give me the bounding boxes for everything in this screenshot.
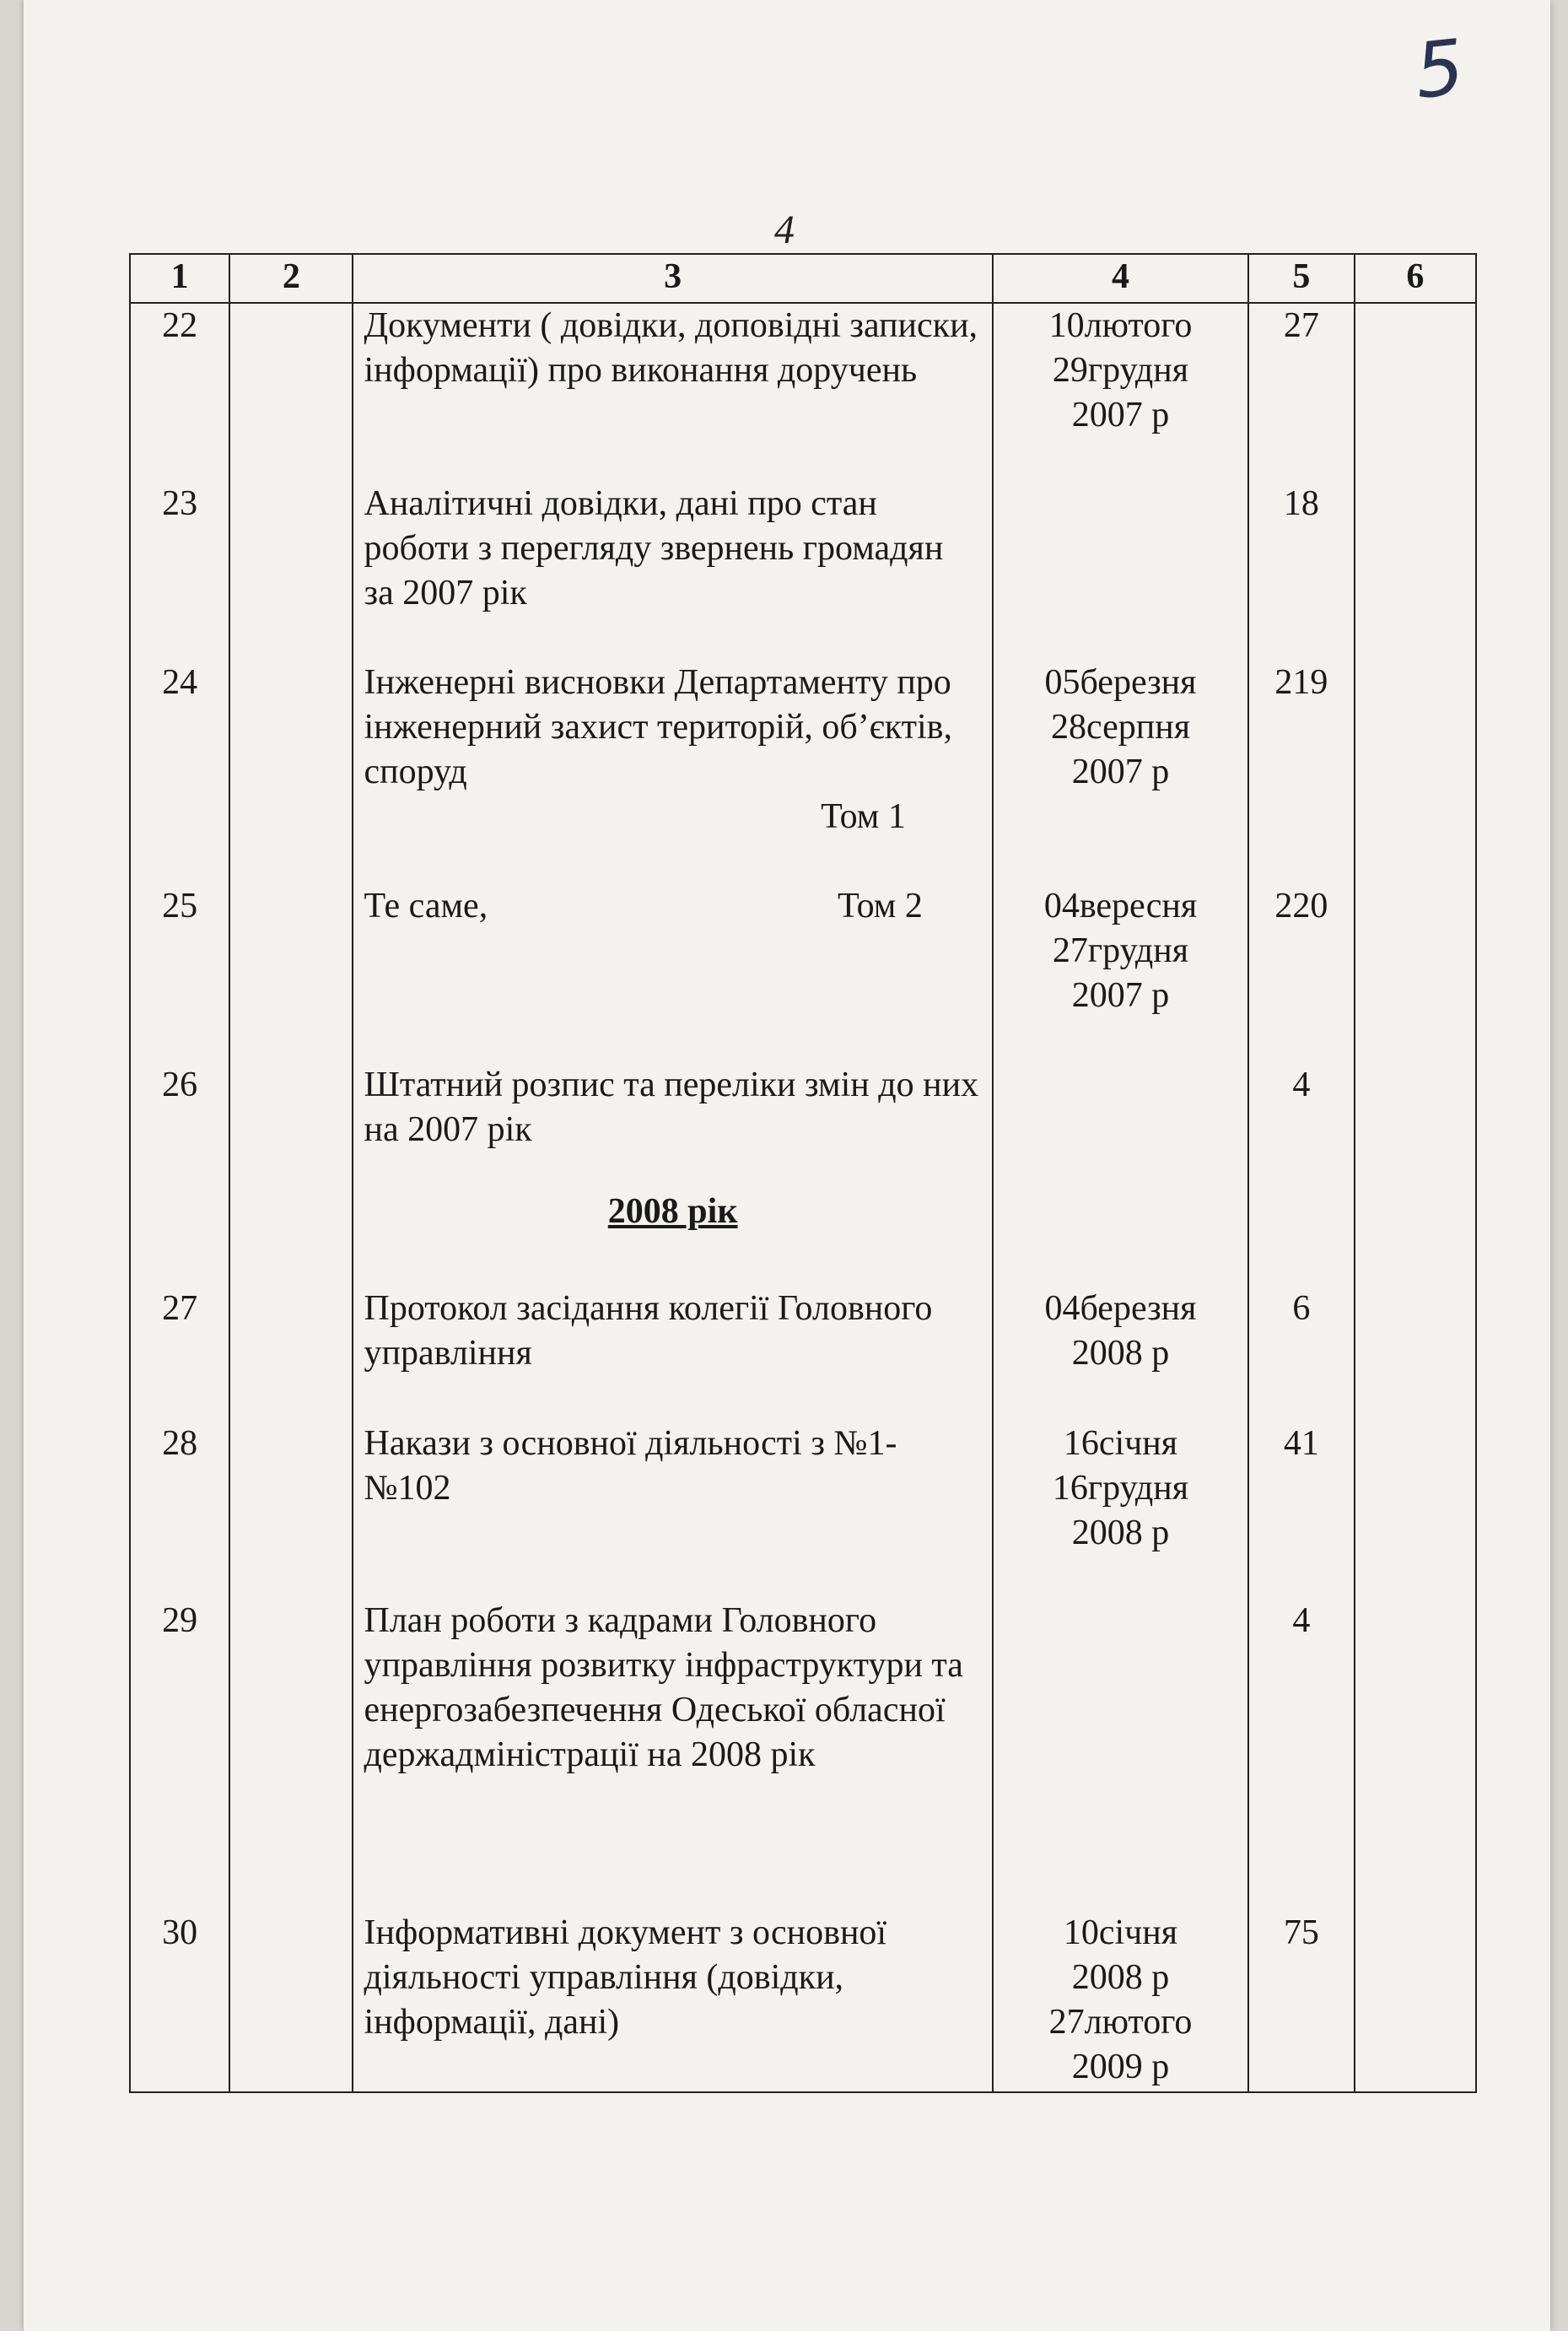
row-title: Протокол засідання колегії Головного управління <box>353 1287 992 1422</box>
row-dates: 10січня 2008 р 27лютого 2009 р <box>993 1911 1248 2092</box>
table-row <box>130 303 1476 482</box>
table-row <box>130 1287 1476 1422</box>
year-heading-row <box>130 1181 1476 1287</box>
row-title: Штатний розпис та переліки змін до них на 2007 рік <box>353 1063 992 1181</box>
row-title: Документи ( довідки, доповідні записки, інформації) про виконання доручень <box>353 303 992 482</box>
table-row <box>130 1911 1476 2092</box>
row-number: 25 <box>130 884 229 1063</box>
row-pages: 219 <box>1248 661 1355 884</box>
row-number: 27 <box>130 1287 229 1422</box>
row-title: Інформативні документ з основної діяльності управління (довідки, інформації, дані) <box>353 1911 992 2092</box>
col-header-5: 5 <box>1248 254 1355 303</box>
row-number: 30 <box>130 1911 229 2092</box>
row-title: Накази з основної діяльності з №1-№102 <box>353 1422 992 1599</box>
inventory-table <box>129 253 1477 2093</box>
document-page <box>24 0 1550 2331</box>
row-title: Аналітичні довідки, дані про стан роботи з перегляду звернень громадян за 2007 рік <box>353 482 992 661</box>
table-row <box>130 1063 1476 1181</box>
row-number: 22 <box>130 303 229 482</box>
row-number: 26 <box>130 1063 229 1181</box>
row-pages: 4 <box>1248 1063 1355 1181</box>
row-dates: 10лютого 29грудня 2007 р <box>993 303 1248 482</box>
row-title: План роботи з кадрами Головного управління розвитку інфраструктури та енергозабезпечення Одеської обласної держадміністрації на 2008 рік <box>353 1599 992 1911</box>
row-pages: 4 <box>1248 1599 1355 1911</box>
volume-label: Том 1 <box>821 797 906 836</box>
row-pages: 27 <box>1248 303 1355 482</box>
col-header-4: 4 <box>993 254 1248 303</box>
col-header-3: 3 <box>353 254 992 303</box>
handwritten-folio-number: 5 <box>1410 23 1468 116</box>
row-dates: 05березня 28серпня 2007 р <box>993 661 1248 884</box>
row-pages: 6 <box>1248 1287 1355 1422</box>
row-number: 28 <box>130 1422 229 1599</box>
row-number: 23 <box>130 482 229 661</box>
row-dates: 16січня 16грудня 2008 р <box>993 1422 1248 1599</box>
table-row <box>130 884 1476 1063</box>
col-header-2: 2 <box>229 254 353 303</box>
col-header-6: 6 <box>1355 254 1476 303</box>
row-title: Те саме, <box>364 887 488 925</box>
volume-label: Том 2 <box>838 887 923 925</box>
row-number: 24 <box>130 661 229 884</box>
row-pages: 41 <box>1248 1422 1355 1599</box>
row-dates: 04березня 2008 р <box>993 1287 1248 1422</box>
row-dates: 04вересня 27грудня 2007 р <box>993 884 1248 1063</box>
table-row <box>130 661 1476 884</box>
row-pages: 220 <box>1248 884 1355 1063</box>
year-heading: 2008 рік <box>353 1181 992 1287</box>
table-row <box>130 1599 1476 1911</box>
table-row <box>130 482 1476 661</box>
row-pages: 75 <box>1248 1911 1355 2092</box>
col-header-1: 1 <box>130 254 229 303</box>
row-pages: 18 <box>1248 482 1355 661</box>
page-number-mark: 4 <box>774 208 795 252</box>
table-row <box>130 1422 1476 1599</box>
row-number: 29 <box>130 1599 229 1911</box>
table-header-row <box>130 254 1476 303</box>
row-title: Інженерні висновки Департаменту про інженерний захист територій, об’єктів, споруд <box>364 663 952 791</box>
